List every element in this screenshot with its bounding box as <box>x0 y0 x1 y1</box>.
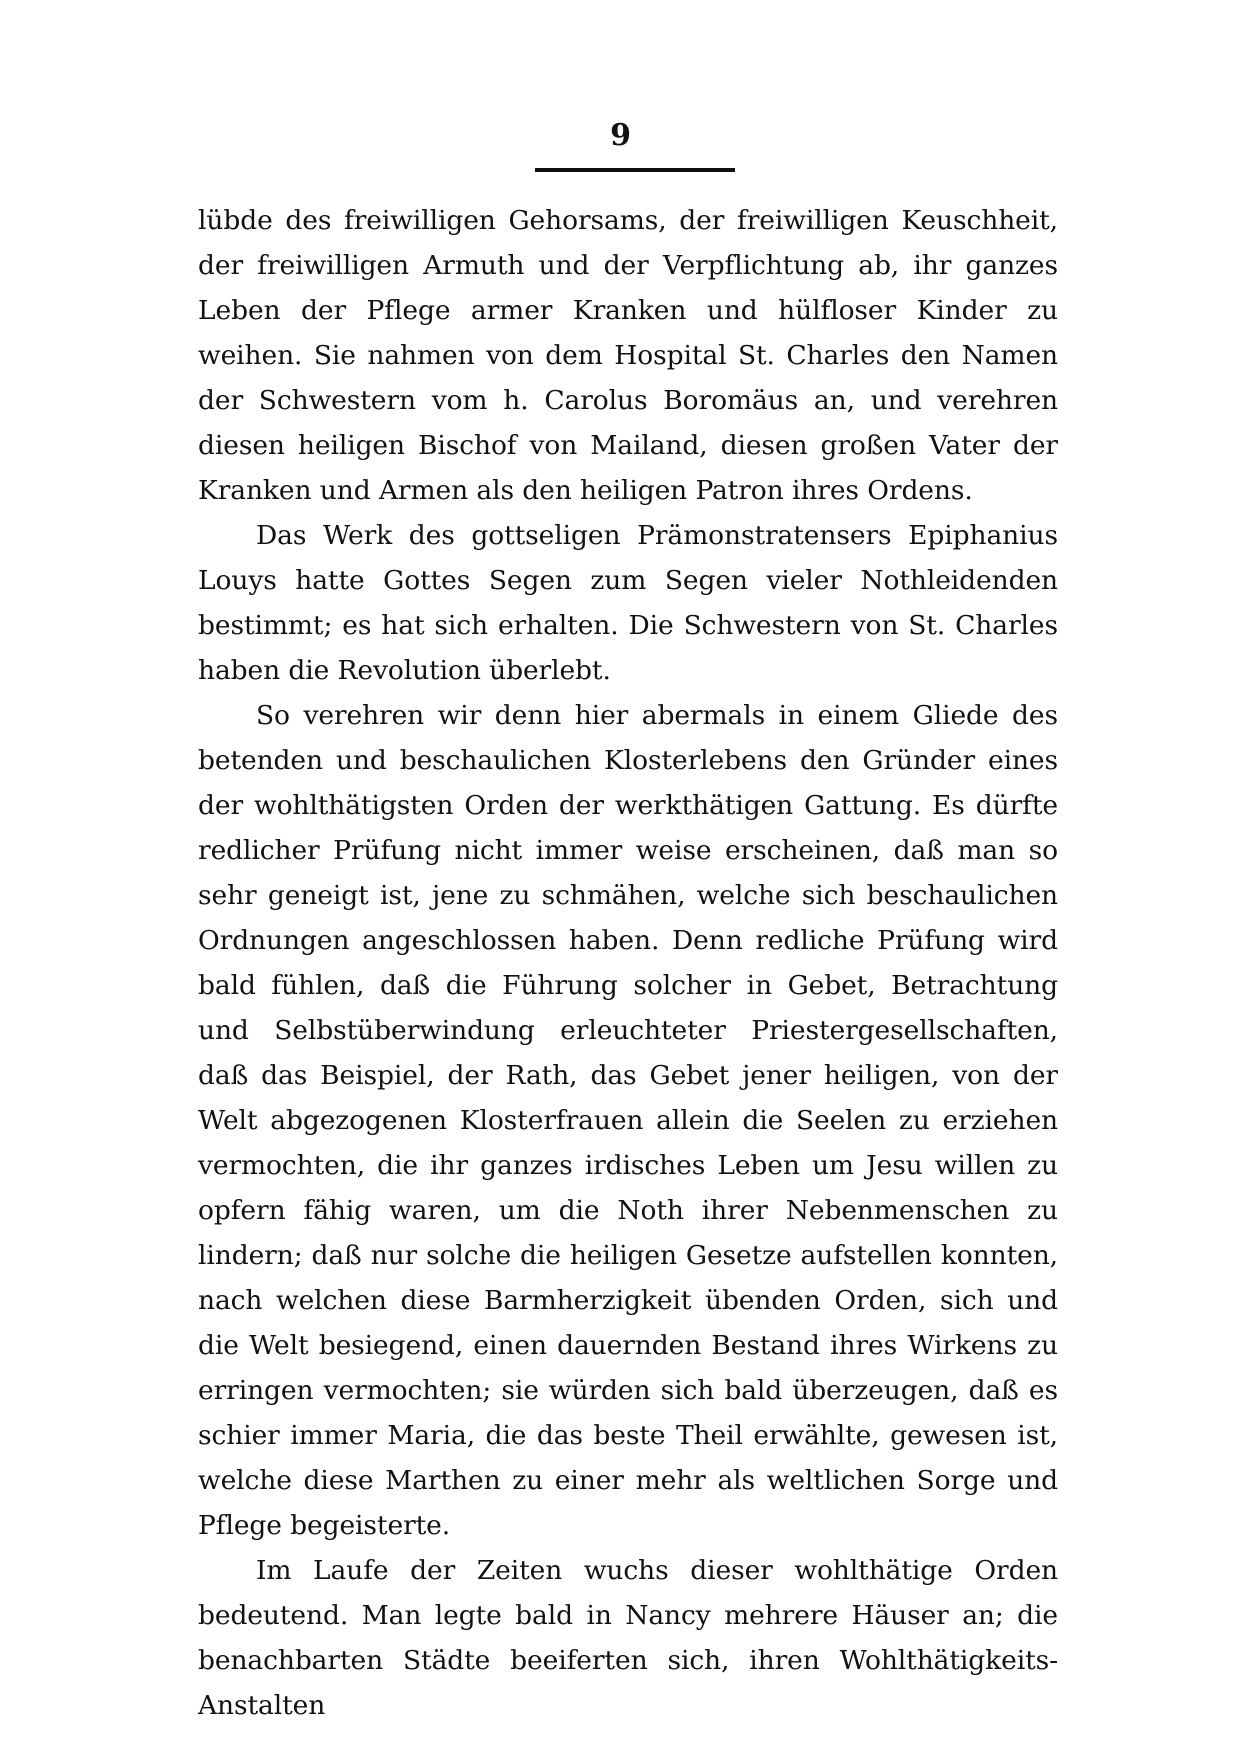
paragraph-2: Das Werk des gottseligen Prämonstratensers Epiphanius Louys hatte Gottes Segen zum Segen vieler Nothleidenden bestimmt; es hat sich erhalten. Die Schwestern von St. Charles haben die Revolution überlebt. <box>198 520 1058 686</box>
header-rule <box>535 168 735 172</box>
body-text <box>198 198 1058 1728</box>
paragraph-1: lübde des freiwilligen Gehorsams, der freiwilligen Keuschheit, der freiwilligen Armuth und der Verpflichtung ab, ihr ganzes Leben der Pflege armer Kranken und hülfloser Kinder zu weihen. Sie nahmen von dem Hospital St. Charles den Namen der Schwestern vom h. Carolus Boromäus an, und verehren diesen heiligen Bischof von Mailand, diesen großen Vater der Kranken und Armen als den heiligen Patron ihres Ordens. <box>198 205 1058 506</box>
page-number: 9 <box>610 118 631 153</box>
paragraph-3: So verehren wir denn hier abermals in einem Gliede des betenden und beschaulichen Klosterlebens den Gründer eines der wohlthätigsten Orden der werkthätigen Gattung. Es dürfte redlicher Prüfung nicht immer weise erscheinen, daß man so sehr geneigt ist, jene zu schmähen, welche sich beschaulichen Ordnungen angeschlossen haben. Denn redliche Prüfung wird bald fühlen, daß die Führung solcher in Gebet, Betrachtung und Selbstüberwindung erleuchteter Priestergesellschaften, daß das Beispiel, der Rath, das Gebet jener heiligen, von der Welt abgezogenen Klosterfrauen allein die Seelen zu erziehen vermochten, die ihr ganzes irdisches Leben um Jesu willen zu opfern fähig waren, um die Noth ihrer Nebenmenschen zu lindern; daß nur solche die heiligen Gesetze aufstellen konnten, nach welchen diese Barmherzigkeit übenden Orden, sich und die Welt besiegend, einen dauernden Bestand ihres Wirkens zu erringen vermochten; sie würden sich bald überzeugen, daß es schier immer Maria, die das beste Theil erwählte, gewesen ist, welche diese Marthen zu einer mehr als weltlichen Sorge und Pflege begeisterte. <box>198 700 1058 1541</box>
paragraph-4: Im Laufe der Zeiten wuchs dieser wohlthätige Orden bedeutend. Man legte bald in Nancy mehrere Häuser an; die benachbarten Städte beeiferten sich, ihren Wohlthätigkeits-Anstalten <box>198 1555 1058 1721</box>
